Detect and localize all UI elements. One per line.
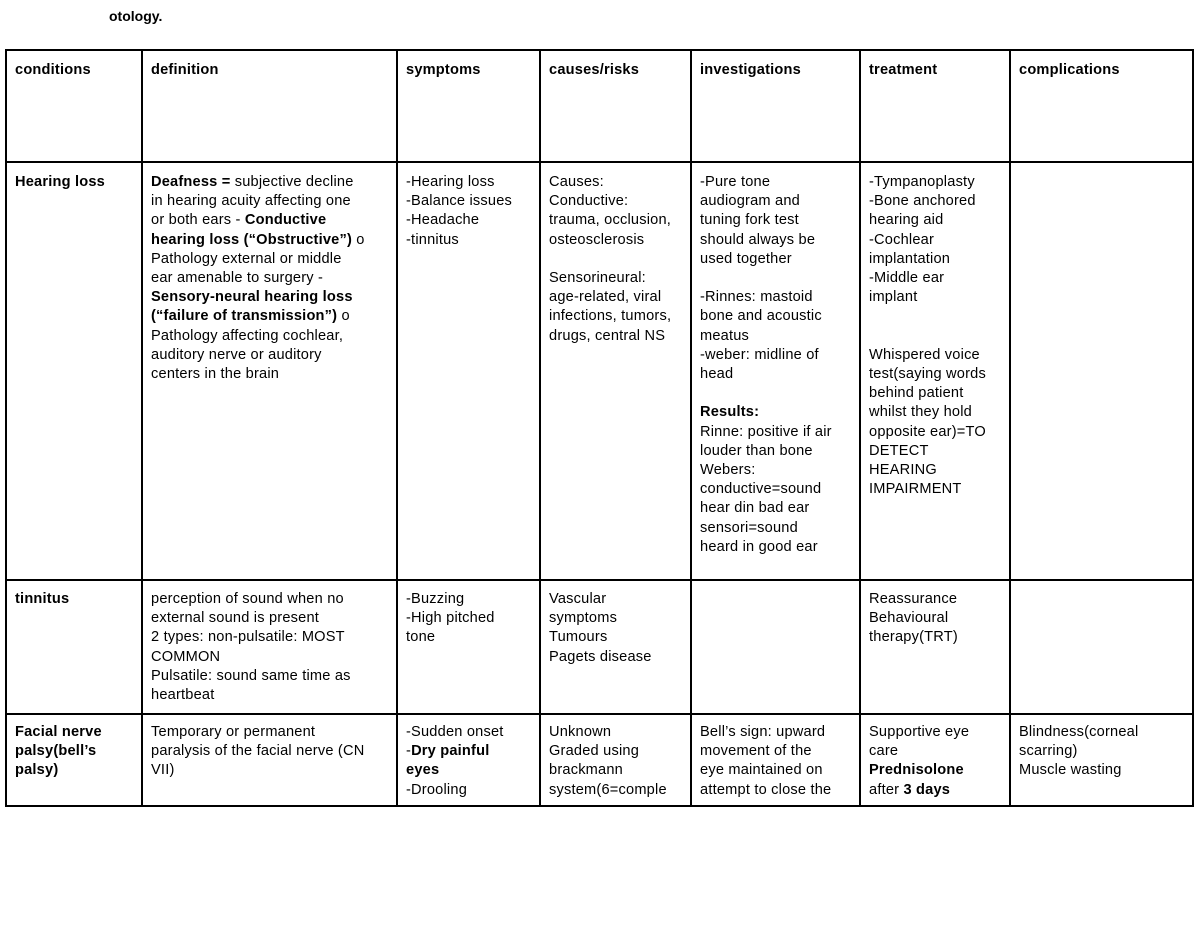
text-run: Causes:	[549, 174, 604, 190]
text-run: -Middle ear	[869, 270, 945, 287]
cell-line	[869, 365, 1002, 384]
treatment-cell	[860, 714, 1010, 806]
cell-line	[700, 307, 852, 326]
cell-line	[700, 742, 852, 761]
table-row	[6, 162, 1193, 580]
cell-line	[151, 173, 389, 192]
text-run: external sound is present	[151, 610, 320, 627]
cell-line	[151, 365, 389, 384]
cell-line	[549, 761, 683, 780]
cell-line	[151, 250, 389, 269]
cell-line	[406, 211, 532, 230]
text-run: Sensorineural:	[549, 270, 646, 286]
text-run: head	[700, 366, 734, 383]
cell-line	[549, 231, 683, 250]
text-run: Pulsatile: sound same time as	[151, 667, 351, 684]
cell-line	[700, 288, 852, 307]
text-run: Conductive:	[549, 193, 629, 210]
text-run: in hearing acuity affecting one	[151, 193, 351, 210]
cell-line	[549, 192, 683, 211]
text-run: implantation	[869, 250, 951, 267]
definition-cell	[142, 580, 397, 714]
cell-line	[869, 628, 1002, 647]
text-run: -weber: midline of	[700, 346, 819, 363]
cell-line	[869, 288, 1002, 307]
condition-cell	[6, 714, 142, 806]
condition-cell: Hearing loss	[6, 162, 142, 580]
cell-line	[151, 307, 389, 326]
cell-line	[700, 761, 852, 780]
cell-line	[406, 742, 532, 761]
cell-line	[869, 723, 1002, 742]
cell-line	[151, 723, 389, 742]
text-run: -Drooling	[406, 781, 468, 798]
cell-line	[700, 346, 852, 365]
cell-line	[406, 761, 532, 780]
cell-line	[549, 269, 683, 288]
cell-line	[1019, 761, 1185, 780]
text-run: subjective decline	[234, 174, 354, 190]
text-run: Temporary or permanent	[151, 724, 316, 740]
text-run: Blindness(corneal	[1019, 724, 1139, 740]
text-run: -Hearing loss	[406, 174, 495, 190]
causes-cell	[540, 714, 691, 806]
text-run: Rinne: positive if air	[700, 423, 832, 440]
cell-line	[700, 192, 852, 211]
text-run: Whispered voice	[869, 346, 980, 363]
cell-line	[1019, 723, 1185, 742]
cell-line	[151, 742, 389, 761]
blank-line	[869, 327, 1002, 346]
otology-table	[5, 49, 1194, 807]
cell-line	[151, 346, 389, 365]
cell-line	[869, 403, 1002, 422]
bold-text: (“failure of transmission”)	[151, 308, 338, 325]
text-run: auditory nerve or auditory	[151, 346, 322, 363]
cell-line	[869, 781, 1002, 800]
cell-line	[700, 327, 852, 346]
text-run: whilst they hold	[869, 404, 972, 421]
bold-text: eyes	[406, 762, 440, 779]
text-run: -Headache	[406, 212, 480, 229]
text-run: hear din bad ear	[700, 500, 810, 517]
text-run: Graded using	[549, 743, 640, 760]
cell-line	[549, 723, 683, 742]
text-run: o	[337, 308, 350, 325]
blank-line	[869, 307, 1002, 326]
text-run: tone	[406, 629, 436, 646]
cell-line	[151, 590, 389, 609]
text-run: Tumours	[549, 629, 608, 646]
text-run: care	[869, 743, 899, 760]
cell-line	[549, 590, 683, 609]
blank-line	[700, 384, 852, 403]
text-run: Pathology affecting cochlear,	[151, 327, 344, 344]
blank-line	[700, 269, 852, 288]
cell-line	[406, 723, 532, 742]
bold-text: Results:	[700, 404, 760, 421]
bold-text: Prednisolone	[869, 762, 964, 779]
bold-text: Conductive	[244, 212, 327, 229]
text-run: scarring)	[1019, 743, 1078, 760]
text-run: centers in the brain	[151, 366, 280, 383]
text-run: -	[406, 743, 412, 760]
cell-line	[549, 609, 683, 628]
cell-line	[700, 365, 852, 384]
text-run: infections, tumors,	[549, 308, 672, 325]
text-run: Pagets disease	[549, 648, 652, 665]
text-run: 2 types: non-pulsatile: MOST	[151, 629, 345, 646]
cell-line	[869, 461, 1002, 480]
cell-line	[869, 269, 1002, 288]
cell-line	[549, 648, 683, 667]
investigations-cell	[691, 162, 860, 580]
causes-cell	[540, 162, 691, 580]
header-treatment: treatment	[860, 50, 1010, 162]
text-run: perception of sound when no	[151, 591, 344, 607]
table-row	[6, 580, 1193, 714]
blank-line	[549, 250, 683, 269]
cell-line	[151, 269, 389, 288]
cell-line	[549, 628, 683, 647]
text-run: trauma, occlusion,	[549, 212, 672, 229]
symptoms-cell	[397, 714, 540, 806]
cell-line	[869, 211, 1002, 230]
text-run: Muscle wasting	[1019, 762, 1122, 779]
cell-line	[151, 686, 389, 705]
definition-cell	[142, 714, 397, 806]
cell-line	[700, 173, 852, 192]
cell-line	[1019, 742, 1185, 761]
text-run: conductive=sound	[700, 481, 822, 498]
text-run: HEARING	[869, 462, 937, 479]
text-run: symptoms	[549, 610, 618, 627]
cell-line	[406, 609, 532, 628]
text-run: tuning fork test	[700, 212, 799, 229]
header-investigations: investigations	[691, 50, 860, 162]
text-run: opposite ear)=TO	[869, 423, 986, 440]
cell-line	[151, 648, 389, 667]
cell-line	[700, 250, 852, 269]
text-run: or both ears -	[151, 212, 245, 229]
condition-line: Facial nerve	[15, 724, 102, 740]
text-run: ear amenable to surgery -	[151, 270, 324, 287]
cell-line	[700, 723, 852, 742]
cell-line	[549, 173, 683, 192]
text-run: Bell’s sign: upward	[700, 724, 826, 740]
cell-line	[549, 288, 683, 307]
table-row	[6, 714, 1193, 806]
definition-cell	[142, 162, 397, 580]
cell-line	[700, 519, 852, 538]
cell-line	[869, 250, 1002, 269]
causes-cell	[540, 580, 691, 714]
cell-line	[700, 403, 852, 422]
text-run: eye maintained on	[700, 762, 823, 779]
cell-line	[700, 538, 852, 557]
text-run: -tinnitus	[406, 231, 459, 248]
cell-line	[869, 423, 1002, 442]
text-run: -Tympanoplasty	[869, 174, 975, 190]
text-run: osteosclerosis	[549, 231, 645, 248]
text-run: used together	[700, 250, 792, 267]
bold-text: 3 days	[903, 781, 951, 798]
cell-line	[549, 327, 683, 346]
text-run: o	[352, 231, 365, 248]
cell-line	[406, 173, 532, 192]
cell-line	[151, 192, 389, 211]
text-run: after	[869, 781, 904, 798]
bold-text: Dry painful	[411, 743, 490, 760]
cell-line	[869, 480, 1002, 499]
complications-cell	[1010, 580, 1193, 714]
cell-line	[406, 231, 532, 250]
text-run: hearing aid	[869, 212, 944, 229]
text-run: paralysis of the facial nerve (CN	[151, 743, 365, 760]
text-run: DETECT	[869, 442, 929, 459]
text-run: -High pitched	[406, 610, 495, 627]
header-conditions: conditions	[6, 50, 142, 162]
symptoms-cell	[397, 580, 540, 714]
text-run: Behavioural	[869, 610, 949, 627]
cell-line	[151, 761, 389, 780]
text-run: -Bone anchored	[869, 193, 976, 210]
cell-line	[869, 231, 1002, 250]
condition-cell: tinnitus	[6, 580, 142, 714]
investigations-cell	[691, 580, 860, 714]
text-run: meatus	[700, 327, 750, 344]
text-run: Pathology external or middle	[151, 250, 342, 267]
text-run: should always be	[700, 231, 816, 248]
header-definition: definition	[142, 50, 397, 162]
cell-line	[151, 288, 389, 307]
text-run: implant	[869, 289, 918, 306]
text-run: age-related, viral	[549, 289, 662, 306]
cell-line	[869, 173, 1002, 192]
cell-line	[869, 384, 1002, 403]
cell-line	[700, 211, 852, 230]
text-run: Supportive eye	[869, 724, 970, 740]
cell-line	[700, 461, 852, 480]
condition-line: palsy(bell’s	[15, 743, 97, 760]
cell-line	[406, 192, 532, 211]
cell-line	[549, 781, 683, 800]
cell-line	[869, 761, 1002, 780]
cell-line	[869, 742, 1002, 761]
text-run: sensori=sound	[700, 519, 798, 536]
text-run: -Pure tone	[700, 174, 771, 190]
cell-line	[549, 742, 683, 761]
complications-cell	[1010, 162, 1193, 580]
cell-line	[151, 667, 389, 686]
cell-line	[700, 781, 852, 800]
header-causes-risks: causes/risks	[540, 50, 691, 162]
text-run: VII)	[151, 762, 175, 779]
text-run: heard in good ear	[700, 538, 818, 555]
text-run: movement of the	[700, 743, 812, 760]
text-run: Vascular	[549, 591, 607, 607]
bold-text: Sensory-neural hearing loss	[151, 289, 353, 306]
text-run: test(saying words	[869, 366, 986, 382]
cell-line	[869, 346, 1002, 365]
text-run: -Balance issues	[406, 193, 513, 210]
text-run: system(6=comple	[549, 781, 667, 798]
document-title: otology.	[109, 8, 163, 24]
text-run: louder than bone	[700, 442, 813, 459]
cell-line	[700, 442, 852, 461]
bold-text: hearing loss (“Obstructive”)	[151, 231, 353, 248]
text-run: behind patient	[869, 385, 964, 402]
text-run: bone and acoustic	[700, 308, 822, 325]
header-row	[6, 50, 1193, 162]
cell-line	[406, 781, 532, 800]
cell-line	[151, 609, 389, 628]
text-run: IMPAIRMENT	[869, 481, 962, 498]
symptoms-cell	[397, 162, 540, 580]
text-run: brackmann	[549, 762, 623, 779]
bold-text: Deafness =	[151, 174, 235, 190]
cell-line	[700, 231, 852, 250]
text-run: therapy(TRT)	[869, 629, 958, 646]
header-symptoms: symptoms	[397, 50, 540, 162]
treatment-cell	[860, 162, 1010, 580]
cell-line	[151, 628, 389, 647]
text-run: audiogram and	[700, 193, 800, 210]
cell-line	[151, 211, 389, 230]
investigations-cell	[691, 714, 860, 806]
text-run: heartbeat	[151, 687, 215, 704]
text-run: -Cochlear	[869, 231, 935, 248]
text-run: -Buzzing	[406, 591, 465, 607]
text-run: Unknown	[549, 724, 612, 740]
cell-line	[549, 307, 683, 326]
text-run: attempt to close the	[700, 781, 832, 798]
cell-line	[549, 211, 683, 230]
text-run: COMMON	[151, 648, 221, 665]
text-run: -Rinnes: mastoid	[700, 289, 813, 306]
cell-line	[700, 423, 852, 442]
cell-line	[406, 590, 532, 609]
complications-cell	[1010, 714, 1193, 806]
cell-line	[151, 327, 389, 346]
cell-line	[869, 442, 1002, 461]
text-run: Webers:	[700, 462, 756, 479]
cell-line	[869, 590, 1002, 609]
cell-line	[869, 192, 1002, 211]
cell-line	[700, 499, 852, 518]
cell-line	[869, 609, 1002, 628]
cell-line	[700, 480, 852, 499]
treatment-cell	[860, 580, 1010, 714]
cell-line	[406, 628, 532, 647]
header-complications: complications	[1010, 50, 1193, 162]
text-run: -Sudden onset	[406, 724, 504, 740]
text-run: Reassurance	[869, 591, 958, 607]
cell-line	[151, 231, 389, 250]
condition-line: palsy)	[15, 762, 59, 779]
text-run: drugs, central NS	[549, 327, 666, 344]
